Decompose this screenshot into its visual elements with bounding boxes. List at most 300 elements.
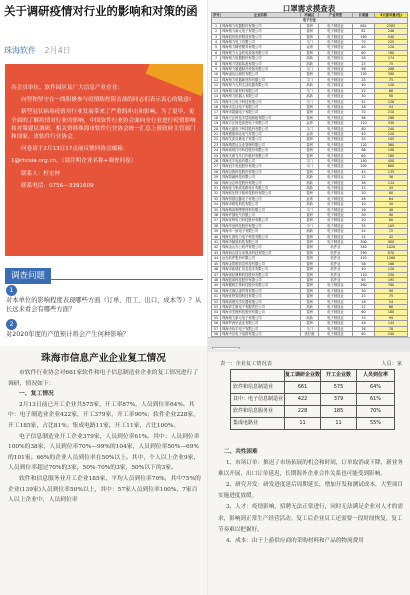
article-author-link[interactable]: 珠海软件 <box>4 46 36 55</box>
table-cell: 45 <box>375 186 408 191</box>
table-cell: 47 <box>212 272 221 277</box>
report-paragraph: 2、研究开发：研发进度延后周期延长，增加开发和测试成本，大型项目实施进度放缓。 <box>218 482 403 500</box>
table-cell: 46 <box>212 267 221 272</box>
table-cell: 珠海全志科技股份有限公司 <box>221 180 301 185</box>
table-cell: 13 <box>212 88 221 93</box>
table-cell: 96 <box>353 115 375 120</box>
notice-email-link[interactable]: 1@rhzsia.org.cn。（请注明企业名称+调查问卷） <box>11 158 137 165</box>
table-cell: 香洲 <box>301 299 319 304</box>
notice-paragraph: 向坚和坚守在一线积极参与疫情防控阻击战的同志们表示衷心的敬意! <box>21 97 192 104</box>
table-cell: 珠海格力智能装备有限公司 <box>221 61 301 66</box>
table-cell: 电子制造业 <box>319 115 353 120</box>
table-cell: 96 <box>353 67 375 72</box>
table-cell: 288 <box>375 67 408 72</box>
table-cell: 25 <box>353 77 375 82</box>
table-cell: 20 <box>353 191 375 196</box>
table-cell: 斗门 <box>301 77 319 82</box>
survey-section-title: 调查问题 <box>5 268 51 284</box>
table-cell: 香洲 <box>301 250 319 255</box>
table-cell: 珠海炬力集成电路设计有限公司 <box>221 186 301 191</box>
table-cell: 珠海格力精密模具有限公司 <box>221 45 301 50</box>
table-cell: 香洲 <box>301 272 319 277</box>
column-header: 3天需求量(包) <box>375 13 408 18</box>
table-cell: 15 <box>353 186 375 191</box>
table-cell: 高新 <box>301 83 319 88</box>
section-label: 电子行业 <box>212 18 408 23</box>
table-cell: 高新 <box>301 186 319 191</box>
table-cell: 软件业 <box>319 261 353 266</box>
table-cell: 珠海昇生微电子有限责任公司 <box>221 304 301 309</box>
table-cell: 120 <box>375 83 408 88</box>
article-title: 关于调研疫情对行业的影响和对策的函 <box>4 4 198 18</box>
column-header: 所属区 <box>301 13 319 18</box>
table-cell: 香洲 <box>301 23 319 28</box>
table-cell: 35 <box>353 223 375 228</box>
table-cell: 珠海金山办公软件有限公司 <box>221 245 301 250</box>
table-cell: 电子制造业 <box>319 169 353 174</box>
table-cell: 珠海格力电器股份有限公司 <box>221 23 301 28</box>
table-cell: 香洲 <box>301 310 319 315</box>
table-cell: 32 <box>212 191 221 196</box>
table-cell: 55 <box>212 315 221 320</box>
table-cell: 180 <box>353 34 375 39</box>
table-cell: 7 <box>212 56 221 61</box>
table-cell: 珠海光宇电池有限公司 <box>221 158 301 163</box>
table-cell: 电子制造业 <box>319 50 353 55</box>
table-cell: 38 <box>212 223 221 228</box>
table-cell: 2583 <box>375 23 408 28</box>
table-cell: 珠海冠宇电池股份有限公司 <box>221 164 301 169</box>
table-cell: 珠海格力电器股份有限公司 <box>221 56 301 61</box>
table-cell: 420 <box>353 256 375 261</box>
table-cell: 香洲 <box>301 142 319 147</box>
table-cell: 金湾 <box>301 45 319 50</box>
table-cell: 珠海格力电器新材料有限公司 <box>221 77 301 82</box>
report-paragraph: 3、人才：疫情影响，招聘无法正常进行，同时无法满足企业对人才的需求，影响到正常生产经营活动。复工后企业员工还需要一段时间恢复，复工节奏难以把握好。 <box>218 504 403 533</box>
table-cell: 40 <box>353 267 375 272</box>
column-header: 开工企业数 <box>321 370 357 382</box>
table-cell: 126 <box>375 99 408 104</box>
table-cell: 33 <box>212 196 221 201</box>
table-cell: 电子制造业 <box>319 148 353 153</box>
table-cell: 软件业 <box>319 267 353 272</box>
table-cell: 电子制造业 <box>319 196 353 201</box>
table-cell: 珠海元盛电子科技股份有限公司 <box>221 126 301 131</box>
table-cell: 其中：电子信息制造业 <box>231 394 285 406</box>
table-cell: 114 <box>375 180 408 185</box>
table-cell: 斗门 <box>301 99 319 104</box>
table-cell: 香洲 <box>301 148 319 153</box>
table-cell: 30 <box>375 202 408 207</box>
demand-table <box>211 12 408 349</box>
table-cell: 珠海凌达压缩机有限公司 <box>221 72 301 77</box>
table-cell: 225 <box>375 40 408 45</box>
table-cell: 105 <box>375 137 408 142</box>
table-cell: 9 <box>212 67 221 72</box>
table-header-row <box>231 370 395 382</box>
table-cell: 53 <box>212 304 221 309</box>
table-cell: 香洲 <box>301 169 319 174</box>
question-text: 对本单位的影响程度表现哪些方面（订单、用工、出口、成本等）？从长远来看会有哪些方面？ <box>6 297 202 313</box>
table-cell: 珠海格莱利摩擦材料有限公司 <box>221 207 301 212</box>
table-cell: 电子制造业 <box>319 315 353 320</box>
table-cell: 远光软件股份有限公司 <box>221 256 301 261</box>
table-cell: 66 <box>375 304 408 309</box>
table-cell: 28 <box>212 169 221 174</box>
table-cell: 高新 <box>301 304 319 309</box>
table-cell: 珠海格力大金机电设备有限公司 <box>221 50 301 55</box>
table-cell: 香洲 <box>301 191 319 196</box>
table-row <box>231 382 395 394</box>
table-caption <box>220 360 402 367</box>
table-cell: 2 <box>212 29 221 34</box>
table-cell: 金湾 <box>301 131 319 136</box>
table-cell: 高新 <box>301 94 319 99</box>
table-cell: 珠海市杰理科技股份有限公司 <box>221 310 301 315</box>
table-cell: 珠海方正科技高密电子有限公司 <box>221 121 301 126</box>
table-cell: 电子制造业 <box>319 104 353 109</box>
table-cell: 30 <box>353 94 375 99</box>
table-cell: 84 <box>375 196 408 201</box>
table-cell: 70% <box>357 406 395 418</box>
table-cell: 1260 <box>375 256 408 261</box>
table-cell: 软件和信息服务业 <box>231 406 285 418</box>
report-heading: 二、共性困难 <box>224 449 258 455</box>
table-cell: 56 <box>353 261 375 266</box>
table-cell: 电子制造业 <box>319 153 353 158</box>
table-cell: 电子制造业 <box>319 121 353 126</box>
table-cell: 45 <box>212 261 221 266</box>
table-cell: 珠海赛纳打印科技股份有限公司 <box>221 148 301 153</box>
table-cell: 香洲 <box>301 218 319 223</box>
table-cell: 19 <box>212 121 221 126</box>
table-cell: 105 <box>375 223 408 228</box>
table-cell: 66 <box>375 88 408 93</box>
table-cell: 软件业 <box>319 256 353 261</box>
table-cell: 珠海派诺科技股份有限公司 <box>221 277 301 282</box>
table-cell: 18 <box>353 104 375 109</box>
table-cell: 39 <box>212 229 221 234</box>
table-cell: 珠海真理光学仪器有限公司 <box>221 299 301 304</box>
table-cell: 香洲 <box>301 110 319 115</box>
table-cell: 香洲 <box>301 29 319 34</box>
table-cell: 23 <box>212 142 221 147</box>
table-cell: 65 <box>353 277 375 282</box>
table-cell: 60 <box>375 191 408 196</box>
table-cell: 58 <box>353 56 375 61</box>
table-cell: 5 <box>212 45 221 50</box>
table-cell: 49 <box>212 283 221 288</box>
table-cell: 香洲 <box>301 283 319 288</box>
table-cell: 861 <box>353 23 375 28</box>
table-cell: 228 <box>285 406 321 418</box>
recovery-table <box>230 369 395 430</box>
table-cell: 58 <box>212 331 221 336</box>
table-cell: 240 <box>375 126 408 131</box>
table-cell: 电子制造业 <box>319 229 353 234</box>
table-cell: 200 <box>353 164 375 169</box>
sheet-tab[interactable] <box>212 347 240 349</box>
table-cell: 电子制造业 <box>319 283 353 288</box>
sheet-status-bar <box>208 337 410 349</box>
table-cell: 450 <box>375 158 408 163</box>
table-cell: 75 <box>375 294 408 299</box>
sheet-title: 口罩需求摸查表 <box>282 4 336 13</box>
table-cell: 90 <box>375 288 408 293</box>
table-cell: 电子制造业 <box>319 56 353 61</box>
table-cell: 珠海智融科技有限公司 <box>221 175 301 180</box>
table-cell: 电子制造业 <box>319 94 353 99</box>
table-cell: 珠海格力电工有限公司 <box>221 40 301 45</box>
table-cell: 软件和信息制造业 <box>231 382 285 394</box>
table-cell: 斗门 <box>301 88 319 93</box>
table-cell: 珠海市新德汇信息技术有限公司 <box>221 267 301 272</box>
table-cell: 斗门 <box>301 40 319 45</box>
table-cell: 31 <box>212 186 221 191</box>
table-cell: 电子制造业 <box>319 234 353 239</box>
table-cell: 15 <box>212 99 221 104</box>
table-cell: 香洲 <box>301 104 319 109</box>
table-cell: 600 <box>375 164 408 169</box>
table-cell: 51 <box>212 294 221 299</box>
table-cell: 330 <box>375 272 408 277</box>
table-cell: 11 <box>285 418 321 430</box>
table-cell: 54 <box>212 310 221 315</box>
table-cell: 22 <box>353 88 375 93</box>
table-cell: 41 <box>212 240 221 245</box>
table-cell: 54 <box>375 104 408 109</box>
table-cell: 高栏港 <box>301 331 319 336</box>
table-cell: 电子制造业 <box>319 83 353 88</box>
table-cell: 780 <box>375 283 408 288</box>
table-cell: 180 <box>375 50 408 55</box>
table-cell: 174 <box>375 56 408 61</box>
table-cell: 电子制造业 <box>319 321 353 326</box>
table-cell: 40 <box>353 131 375 136</box>
table-cell: 575 <box>321 382 357 394</box>
table-cell: 195 <box>375 277 408 282</box>
table-cell: 50 <box>212 288 221 293</box>
table-cell: 246 <box>375 29 408 34</box>
table-cell: 金湾 <box>301 196 319 201</box>
table-cell: 珠海天威飞马打印耗材有限公司 <box>221 153 301 158</box>
table-cell: 27 <box>212 164 221 169</box>
table-cell: 珠海凯邦电机制造有限公司 <box>221 34 301 39</box>
survey-section-header <box>5 263 203 280</box>
table-cell: 高新 <box>301 175 319 180</box>
notice-banner <box>5 64 203 256</box>
table-cell: 422 <box>285 394 321 406</box>
table-cell: 24 <box>353 229 375 234</box>
table-cell: 20 <box>212 126 221 131</box>
table-cell: 电子制造业 <box>319 23 353 28</box>
table-cell: 香洲 <box>301 72 319 77</box>
table-cell: 80 <box>353 331 375 336</box>
table-cell: 珠海格力暖通制冷设备有限公司 <box>221 67 301 72</box>
table-cell: 珠海天威泛凌贸易有限公司 <box>221 288 301 293</box>
table-cell: 珠海市协宇电子有限公司 <box>221 326 301 331</box>
column-header: 企业名称 <box>221 13 301 18</box>
table-cell: 48 <box>353 321 375 326</box>
table-cell: 香洲 <box>301 34 319 39</box>
table-cell: 14 <box>212 94 221 99</box>
table-cell: 540 <box>375 34 408 39</box>
table-unit: 人员：家 <box>381 361 402 367</box>
table-cell: 17 <box>212 110 221 115</box>
table-cell: 72 <box>375 229 408 234</box>
table-cell: 36 <box>375 175 408 180</box>
table-cell: 电子制造业 <box>319 191 353 196</box>
table-cell: 82 <box>353 29 375 34</box>
column-header: 产业类型 <box>319 13 353 18</box>
table-cell: 高新 <box>301 61 319 66</box>
table-cell: 120 <box>353 142 375 147</box>
table-cell: 75 <box>375 61 408 66</box>
table-cell: 电子制造业 <box>319 131 353 136</box>
table-cell: 870 <box>375 250 408 255</box>
table-cell: 60 <box>375 218 408 223</box>
table-cell: 香洲 <box>301 256 319 261</box>
table-cell: 珠海德豪润达电气有限公司 <box>221 131 301 136</box>
table-cell: 香洲 <box>301 277 319 282</box>
table-cell: 12 <box>353 175 375 180</box>
table-cell: 25 <box>353 294 375 299</box>
table-cell: 斗门 <box>301 326 319 331</box>
table-cell: 80 <box>353 126 375 131</box>
table-cell: 379 <box>321 394 357 406</box>
table-cell: 340 <box>353 245 375 250</box>
table-cell: 42 <box>212 245 221 250</box>
table-cell: 14 <box>353 234 375 239</box>
survey-question <box>6 319 202 340</box>
table-cell: 集成电路业 <box>231 418 285 430</box>
table-cell: 78 <box>375 326 408 331</box>
column-header: 日需量 <box>353 13 375 18</box>
table-cell: 18 <box>353 299 375 304</box>
table-cell: 40 <box>353 45 375 50</box>
table-cell: 110 <box>353 121 375 126</box>
report-paragraph: 2月13日前已开工企业共575家，开工率87%，人员到位率64%。其中：电子制造业企业422家，开工379家，开工率90%；软件企业228家，开工185家，占比81%；集成电路11家，开工11家，占比100%。 <box>8 401 200 429</box>
table-cell: 高新 <box>301 229 319 234</box>
table-cell: 珠海优特智厨科技有限公司 <box>221 294 301 299</box>
table-cell: 10 <box>353 202 375 207</box>
article-meta <box>4 45 71 56</box>
report-paragraph: 电子信息制造业开工企业379家，人员到位率61%。其中：人员到位率100%的38家，人员到位率70%—99%的104家，人员到位率50%—69%的101家。66%的企业人员到位率在50%以上。其中，个人以上企业9家，人员到位率超过70%的3家，50%-70%的3家，50%以下的3家。 <box>8 433 200 472</box>
table-cell: 3 <box>212 34 221 39</box>
table-cell: 电子制造业 <box>319 299 353 304</box>
table-cell: 香洲 <box>301 321 319 326</box>
table-cell: 电子制造业 <box>319 304 353 309</box>
table-cell: 软件业 <box>319 277 353 282</box>
table-cell: 金湾 <box>301 121 319 126</box>
table-cell: 290 <box>353 250 375 255</box>
table-cell: 16 <box>212 104 221 109</box>
table-cell: 42 <box>375 234 408 239</box>
table-cell: 软件业 <box>319 245 353 250</box>
table-cell: 电子制造业 <box>319 34 353 39</box>
table-cell: 144 <box>375 321 408 326</box>
demand-spreadsheet <box>208 0 410 349</box>
table-cell: 64% <box>357 382 395 394</box>
table-cell: 珠海格力新材料有限公司 <box>221 88 301 93</box>
survey-question <box>6 285 202 314</box>
column-header: 序号 <box>213 13 220 17</box>
table-cell: 300 <box>353 240 375 245</box>
table-cell: 56 <box>212 321 221 326</box>
table-cell: 电子制造业 <box>319 240 353 245</box>
table-cell: 210 <box>375 110 408 115</box>
table-cell: 珠海华冠科技股份有限公司 <box>221 223 301 228</box>
table-cell: 电子制造业 <box>319 77 353 82</box>
table-cell: 26 <box>212 158 221 163</box>
table-cell: 斗门 <box>301 164 319 169</box>
table-cell: 24 <box>212 148 221 153</box>
table-cell: 电子制造业 <box>319 137 353 142</box>
table-cell: 电子制造业 <box>319 126 353 131</box>
table-cell: 360 <box>375 142 408 147</box>
table-cell: 120 <box>375 267 408 272</box>
table-row <box>231 394 395 406</box>
table-cell: 10 <box>212 72 221 77</box>
table-cell: 珠海市超毅电子有限公司 <box>221 110 301 115</box>
table-cell: 37 <box>212 218 221 223</box>
table-cell: 电子制造业 <box>319 207 353 212</box>
table-cell: 22 <box>353 304 375 309</box>
table-cell: 电子制造业 <box>319 310 353 315</box>
table-cell: 28 <box>353 196 375 201</box>
table-cell: 75 <box>375 77 408 82</box>
table-cell: 珠海罗西尼表业有限公司 <box>221 321 301 326</box>
table-cell: 29 <box>212 175 221 180</box>
table-cell: 21 <box>212 131 221 136</box>
report-paragraph: 软件和信息服务业开工企业185家，平均人员到位率70%，其中75%的企业(139家)人员到位率50%以上，其中：57家人员到位率100%，7家百人以上企业中，人员到位率 <box>8 475 201 504</box>
table-cell: 珠海纳思达企业管理有限公司 <box>221 142 301 147</box>
table-cell: 90 <box>375 94 408 99</box>
notice-paragraph: 各会员单位、软件园区及广大信息产业企业： <box>11 85 123 91</box>
table-cell: 电子制造业 <box>319 61 353 66</box>
table-cell: 99 <box>375 315 408 320</box>
table-cell: 电子制造业 <box>319 164 353 169</box>
table-cell: 电子制造业 <box>319 29 353 34</box>
table-cell: 香洲 <box>301 137 319 142</box>
table-cell: 198 <box>375 148 408 153</box>
table-cell: 珠海艾派克微电子有限公司 <box>221 137 301 142</box>
report-paragraph: 市软件行业协会对661家软件和电子信息制造业企业的复工情况进行了调研，情况如下： <box>8 370 199 387</box>
report-page-2 <box>208 352 410 595</box>
table-cell: 40 <box>353 83 375 88</box>
table-cell: 18 <box>212 115 221 120</box>
table-cell: 661 <box>285 382 321 394</box>
table-cell: 斗门 <box>301 223 319 228</box>
table-cell: 6 <box>212 50 221 55</box>
notice-contact: 联系人：杜宏梓 <box>21 170 61 177</box>
table-cell: 电子制造业 <box>319 142 353 147</box>
table-cell: 斗门 <box>301 67 319 72</box>
notice-paragraph: 新型冠状病毒疫情对行业发展带来了严重的冲击和影响。为了更早、更全面的了解疫情对行业的影响，中国软件行业协会面向全行业进行疫情影响和对策建议调研，相关资料珠海市软件行业协会统一汇总上报政府主管部门和国家、省软件行业协会。 <box>11 109 196 141</box>
table-cell: 48 <box>212 277 221 282</box>
question-text: 对2020年度的产值预计将会产生何种影响？ <box>6 331 130 338</box>
table-cell: 高新 <box>301 180 319 185</box>
table-cell: 30 <box>353 288 375 293</box>
notice-phone: 联系电话：0756—3391609 <box>21 182 94 189</box>
column-header: 人员到位率 <box>357 370 395 382</box>
table-cell: 33 <box>353 315 375 320</box>
table-cell: 38 <box>353 180 375 185</box>
table-cell: 1 <box>212 23 221 28</box>
table-cell: 电子制造业 <box>319 202 353 207</box>
notice-body <box>11 84 197 194</box>
table-cell: 电子制造业 <box>319 45 353 50</box>
